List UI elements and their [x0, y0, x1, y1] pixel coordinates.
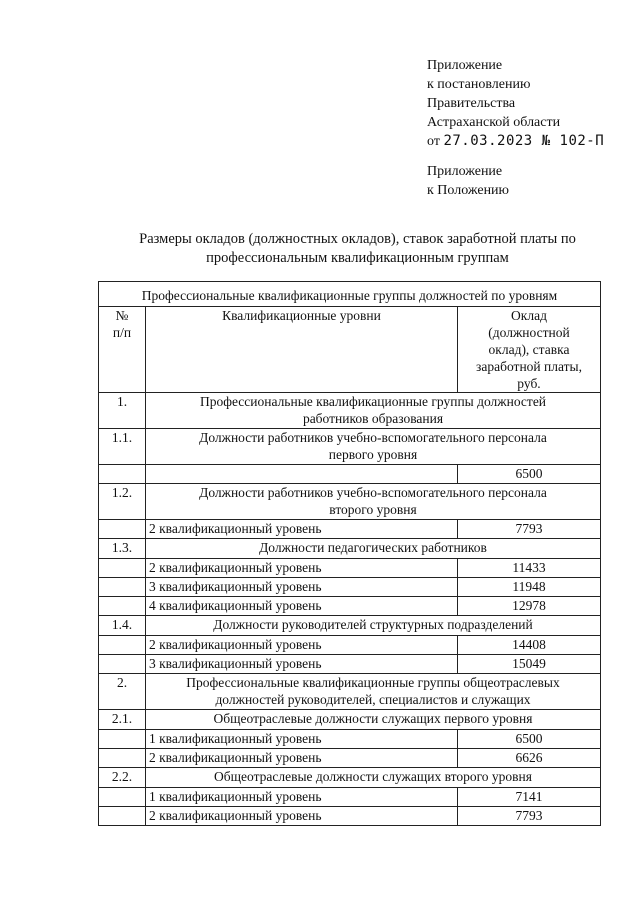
row-title-line: Должности работников учебно-вспомогательного персонала: [199, 485, 547, 500]
row-pay-cell: 14408: [458, 636, 601, 655]
row-num-cell: 1.4.: [99, 616, 146, 636]
row-pay-cell: 6500: [458, 465, 601, 484]
group-title-cell: [146, 710, 601, 730]
col-pay-line: (должностной: [488, 325, 570, 340]
row-num-cell: [99, 597, 146, 616]
row-title-line: Общеотраслевые должности служащих второго уровня: [214, 769, 532, 784]
row-num-cell: 1.1.: [99, 429, 146, 465]
row-pay-cell: 12978: [458, 597, 601, 616]
table-row: [99, 807, 601, 826]
table-row: [99, 730, 601, 749]
row-num-cell: 1.3.: [99, 539, 146, 559]
row-title-line: должностей руководителей, специалистов и служащих: [215, 692, 531, 707]
row-level-cell: 2 квалификационный уровень: [146, 807, 458, 826]
row-num-cell: [99, 465, 146, 484]
row-pay-cell: 7793: [458, 520, 601, 539]
row-pay-cell: 11433: [458, 559, 601, 578]
row-pay-cell: 6500: [458, 730, 601, 749]
table-row: [99, 559, 601, 578]
row-num-cell: [99, 578, 146, 597]
title-line: профессиональным квалификационным группам: [206, 250, 509, 266]
row-level-cell: 2 квалификационный уровень: [146, 520, 458, 539]
group-row: [99, 539, 601, 559]
row-num-cell: [99, 636, 146, 655]
row-title-line: второго уровня: [329, 502, 417, 517]
table-row: [99, 578, 601, 597]
title-line: Размеры окладов (должностных окладов), ставок заработной платы по: [139, 231, 576, 247]
top-header-cell: Профессиональные квалификационные группы должностей по уровням: [99, 282, 601, 307]
col-num-line: №: [115, 308, 129, 323]
row-pay-cell: 6626: [458, 749, 601, 768]
row-num-cell: 1.: [99, 393, 146, 429]
row-pay-cell: 11948: [458, 578, 601, 597]
group-title-cell: [146, 429, 601, 465]
row-title-line: Общеотраслевые должности служащих первого уровня: [213, 711, 533, 726]
row-title-line: Должности руководителей структурных подразделений: [213, 617, 533, 632]
col-pay-line: руб.: [517, 376, 541, 391]
row-num-cell: [99, 749, 146, 768]
stamp-line: Астраханской области: [427, 115, 561, 130]
row-level-cell: 4 квалификационный уровень: [146, 597, 458, 616]
row-pay-cell: 7141: [458, 788, 601, 807]
document-title: [110, 230, 605, 268]
row-level-cell: 1 квалификационный уровень: [146, 730, 458, 749]
row-num-cell: [99, 559, 146, 578]
row-level-cell: 3 квалификационный уровень: [146, 655, 458, 674]
stamp-line: к постановлению: [427, 77, 531, 92]
row-level-cell: [146, 465, 458, 484]
col-pay-line: заработной платы,: [476, 359, 582, 374]
col-num-line: п/п: [112, 325, 132, 340]
row-title-line: Профессиональные квалификационные группы общеотраслевых: [186, 675, 560, 690]
row-num-cell: 2.2.: [99, 768, 146, 788]
section-row: [99, 674, 601, 710]
group-row: [99, 768, 601, 788]
row-title-line: Должности педагогических работников: [259, 540, 487, 555]
salary-table: [98, 281, 601, 826]
row-num-cell: [99, 807, 146, 826]
stamp-line: Правительства: [427, 96, 516, 111]
row-num-cell: [99, 730, 146, 749]
table-row: [99, 749, 601, 768]
section-row: [99, 393, 601, 429]
row-pay-cell: 7793: [458, 807, 601, 826]
col-level-header: Квалификационные уровни: [146, 307, 458, 393]
row-level-cell: 1 квалификационный уровень: [146, 788, 458, 807]
group-row: [99, 429, 601, 465]
date-value: 27.03.2023 № 102-П: [443, 133, 605, 149]
col-num-header: [99, 307, 146, 393]
row-pay-cell: 15049: [458, 655, 601, 674]
row-title-line: Должности работников учебно-вспомогательного персонала: [199, 430, 547, 445]
section-title-cell: [146, 674, 601, 710]
table-row: [99, 655, 601, 674]
row-level-cell: 2 квалификационный уровень: [146, 636, 458, 655]
table-column-header: [99, 307, 601, 393]
table-row: [99, 465, 601, 484]
row-num-cell: [99, 788, 146, 807]
row-num-cell: [99, 520, 146, 539]
group-title-cell: [146, 616, 601, 636]
row-num-cell: [99, 655, 146, 674]
appendix-line: Приложение: [427, 164, 503, 179]
row-level-cell: 3 квалификационный уровень: [146, 578, 458, 597]
group-row: [99, 484, 601, 520]
col-pay-header: [458, 307, 601, 393]
table-row: [99, 636, 601, 655]
row-title-line: работников образования: [302, 411, 444, 426]
approval-stamp: [427, 56, 604, 151]
group-row: [99, 616, 601, 636]
row-level-cell: 2 квалификационный уровень: [146, 749, 458, 768]
group-title-cell: [146, 768, 601, 788]
row-level-cell: 2 квалификационный уровень: [146, 559, 458, 578]
table-row: [99, 520, 601, 539]
col-pay-line: оклад), ставка: [488, 342, 570, 357]
row-title-line: Профессиональные квалификационные группы должностей: [199, 394, 547, 409]
stamp-date-line: [427, 132, 604, 151]
appendix-line: к Положению: [427, 183, 510, 198]
stamp-line: Приложение: [427, 58, 503, 73]
row-num-cell: 2.: [99, 674, 146, 710]
row-num-cell: 1.2.: [99, 484, 146, 520]
date-prefix: от: [427, 134, 440, 149]
table-row: [99, 597, 601, 616]
table-top-header: [99, 282, 601, 307]
row-title-line: первого уровня: [328, 447, 418, 462]
group-title-cell: [146, 539, 601, 559]
group-row: [99, 710, 601, 730]
group-title-cell: [146, 484, 601, 520]
section-title-cell: [146, 393, 601, 429]
appendix-note: [427, 162, 509, 200]
table-row: [99, 788, 601, 807]
col-pay-line: Оклад: [511, 308, 547, 323]
row-num-cell: 2.1.: [99, 710, 146, 730]
